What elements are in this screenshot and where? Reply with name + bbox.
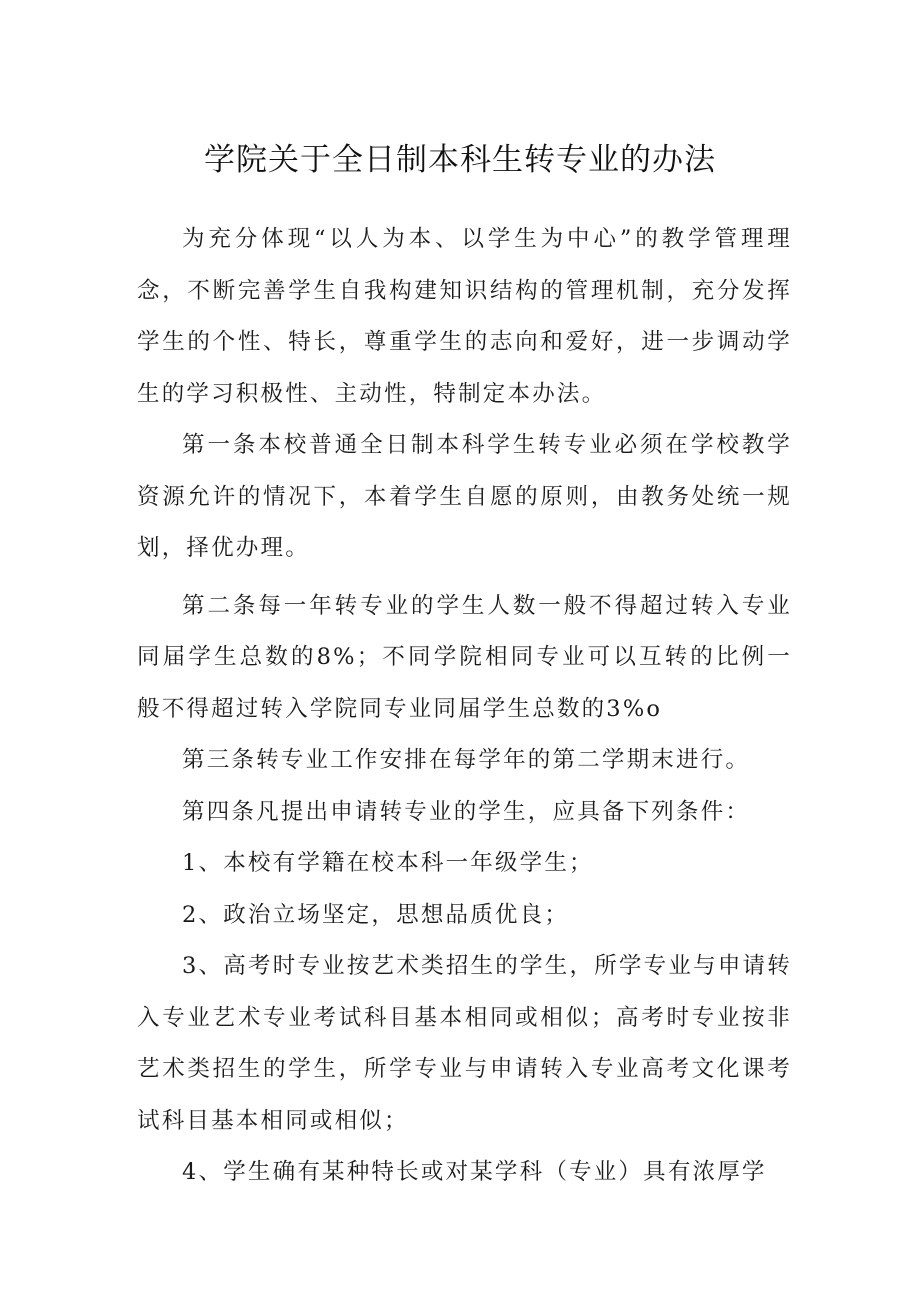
document-title: 学院关于全日制本科生转专业的办法 xyxy=(204,142,716,178)
paragraph-article-2: 第二条每一年转专业的学生人数一般不得超过转入专业同届学生总数的8%；不同学院相同专业可以互转的比例一般不得超过转入学院同专业同届学生总数的3%o xyxy=(137,592,792,722)
paragraph-article-4: 第四条凡提出申请转专业的学生，应具备下列条件： xyxy=(182,798,751,825)
paragraph-condition-3: 3、高考时专业按艺术类招生的学生，所学专业与申请转入专业艺术专业考试科目基本相同或相似；高考时专业按非艺术类招生的学生，所学专业与申请转入专业高考文化课考试科目基本相同或相似； xyxy=(137,953,792,1134)
paragraph-preamble: 为充分体现“以人为本、以学生为中心”的教学管理理念，不断完善学生自我构建知识结构的管理机制，充分发挥学生的个性、特长，尊重学生的志向和爱好，进一步调动学生的学习积极性、主动性，特制定本办法。 xyxy=(137,226,792,407)
paragraph-article-3: 第三条转专业工作安排在每学年的第二学期末进行。 xyxy=(182,747,751,773)
paragraph-condition-2: 2、政治立场坚定，思想品质优良； xyxy=(182,901,570,928)
paragraph-article-1: 第一条本校普通全日制本科学生转专业必须在学校教学资源允许的情况下，本着学生自愿的原则，由教务处统一规划，择优办理。 xyxy=(137,432,792,561)
paragraph-condition-1: 1、本校有学籍在校本科一年级学生； xyxy=(182,850,594,876)
document-body xyxy=(137,214,792,1199)
paragraph-condition-4: 4、学生确有某种特长或对某学科（专业）具有浓厚学 xyxy=(182,1159,767,1185)
